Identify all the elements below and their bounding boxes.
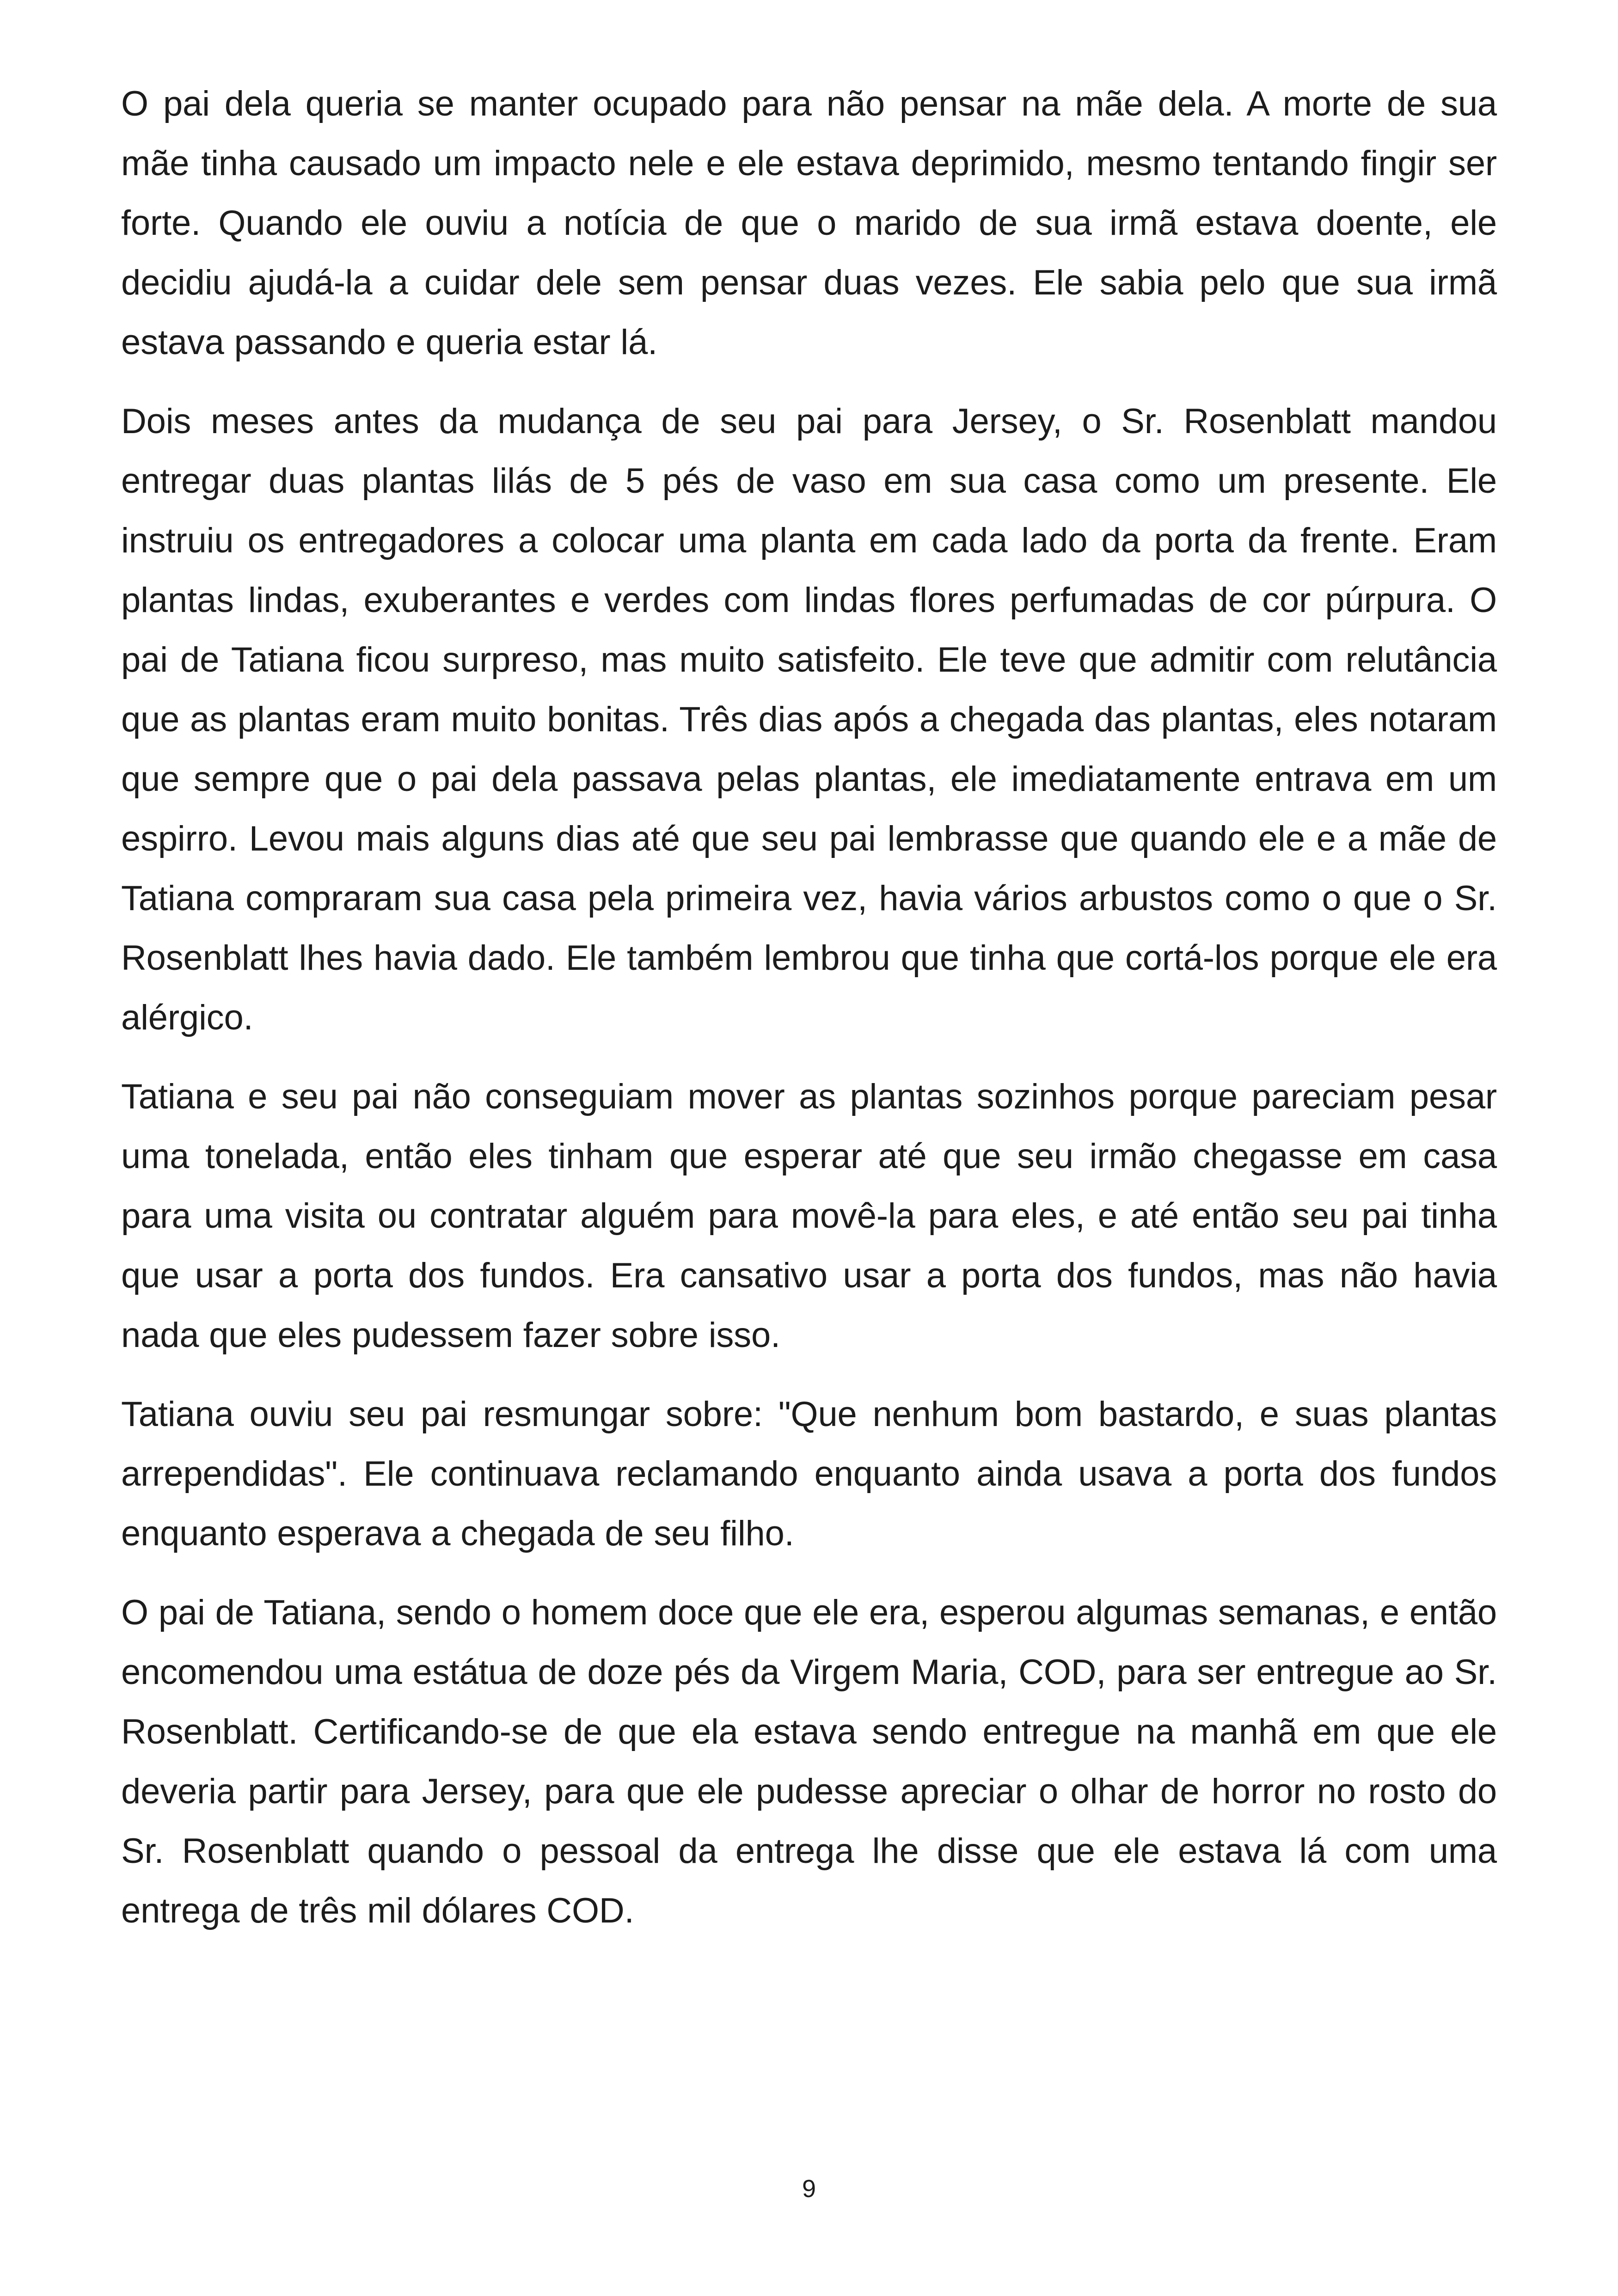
page-number: 9 xyxy=(802,2175,816,2203)
paragraph: O pai de Tatiana, sendo o homem doce que ele era, esperou algumas semanas, e então encomendou uma estátua de doze pés da Virgem Maria, COD, para ser entregue ao Sr. Rosenblatt. Certificando-se de que ela estava sendo entregue na manhã em que ele deveria partir para Jersey, para que ele pudesse apreciar o olhar de horror no rosto do Sr. Rosenblatt quando o pessoal da entrega lhe disse que ele estava lá com uma entrega de três mil dólares COD. xyxy=(121,1593,1497,1930)
body-text xyxy=(121,74,1497,1960)
paragraph: Tatiana ouviu seu pai resmungar sobre: "Que nenhum bom bastardo, e suas plantas arrependidas". Ele continuava reclamando enquanto ainda usava a porta dos fundos enquanto esperava a chegada de seu filho. xyxy=(121,1395,1497,1553)
paragraph: Dois meses antes da mudança de seu pai para Jersey, o Sr. Rosenblatt mandou entregar duas plantas lilás de 5 pés de vaso em sua casa como um presente. Ele instruiu os entregadores a colocar uma planta em cada lado da porta da frente. Eram plantas lindas, exuberantes e verdes com lindas flores perfumadas de cor púrpura. O pai de Tatiana ficou surpreso, mas muito satisfeito. Ele teve que admitir com relutância que as plantas eram muito bonitas. Três dias após a chegada das plantas, eles notaram que sempre que o pai dela passava pelas plantas, ele imediatamente entrava em um espirro. Levou mais alguns dias até que seu pai lembrasse que quando ele e a mãe de Tatiana compraram sua casa pela primeira vez, havia vários arbustos como o que o Sr. Rosenblatt lhes havia dado. Ele também lembrou que tinha que cortá-los porque ele era alérgico. xyxy=(121,402,1497,1037)
paragraph: Tatiana e seu pai não conseguiam mover as plantas sozinhos porque pareciam pesar uma tonelada, então eles tinham que esperar até que seu irmão chegasse em casa para uma visita ou contratar alguém para movê-la para eles, e até então seu pai tinha que usar a porta dos fundos. Era cansativo usar a porta dos fundos, mas não havia nada que eles pudessem fazer sobre isso. xyxy=(121,1077,1497,1355)
paragraph: O pai dela queria se manter ocupado para não pensar na mãe dela. A morte de sua mãe tinha causado um impacto nele e ele estava deprimido, mesmo tentando fingir ser forte. Quando ele ouviu a notícia de que o marido de sua irmã estava doente, ele decidiu ajudá-la a cuidar dele sem pensar duas vezes. Ele sabia pelo que sua irmã estava passando e queria estar lá. xyxy=(121,84,1497,362)
